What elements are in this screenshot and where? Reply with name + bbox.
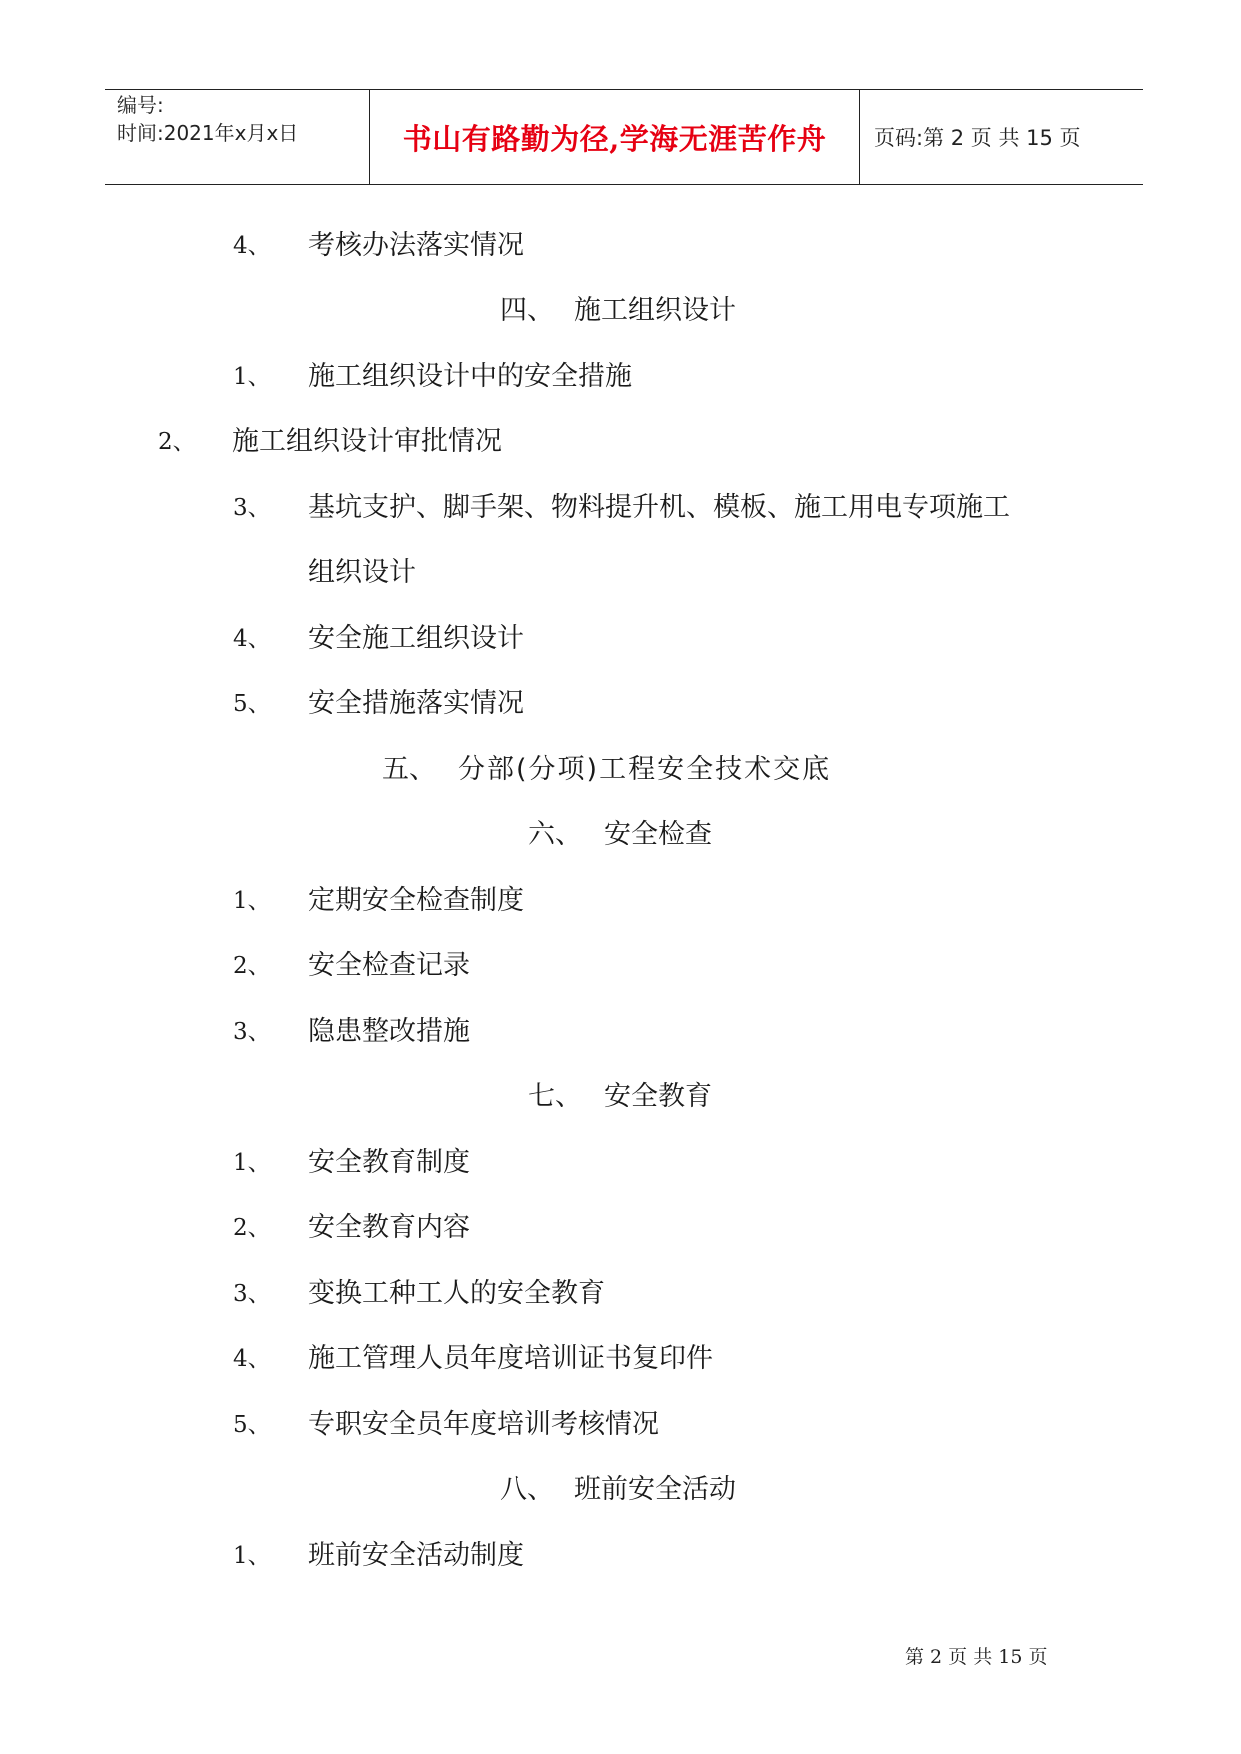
item-text: 考核办法落实情况 (308, 230, 524, 261)
page-footer: 第 2 页 共 15 页 (905, 1646, 1048, 1668)
header-page-code (860, 90, 1143, 184)
item-number: 4、 (233, 1346, 271, 1372)
heading-text: 安全教育 (604, 1081, 712, 1112)
item-number: 3、 (233, 1019, 271, 1045)
item-text: 变换工种工人的安全教育 (308, 1278, 605, 1309)
item-text: 安全教育内容 (308, 1212, 470, 1243)
item-text: 专职安全员年度培训考核情况 (308, 1409, 659, 1440)
item-number: 5、 (233, 691, 271, 717)
item-number: 5、 (233, 1412, 271, 1438)
item-text: 施工组织设计审批情况 (232, 426, 502, 457)
item-text: 班前安全活动制度 (308, 1540, 524, 1571)
item-number: 1、 (233, 888, 271, 914)
serial-label: 编号: (117, 93, 164, 117)
heading-number: 八、 (500, 1474, 554, 1505)
motto-text: 书山有路勤为径,学海无涯苦作舟 (402, 121, 827, 156)
item-number: 3、 (233, 495, 271, 521)
heading-number: 四、 (500, 295, 554, 326)
page-code-text: 页码:第 2 页 共 15 页 (874, 126, 1081, 150)
item-number: 1、 (233, 1543, 271, 1569)
item-text: 安全措施落实情况 (308, 688, 524, 719)
item-text: 基坑支护、脚手架、物料提升机、模板、施工用电专项施工 (308, 492, 1010, 523)
item-text: 组织设计 (308, 557, 416, 588)
item-text: 隐患整改措施 (308, 1016, 470, 1047)
item-number: 3、 (233, 1281, 271, 1307)
heading-text: 班前安全活动 (574, 1474, 736, 1505)
item-number: 1、 (233, 1150, 271, 1176)
header-meta (105, 90, 370, 184)
item-text: 定期安全检查制度 (308, 885, 524, 916)
page-header (105, 89, 1143, 185)
item-text: 安全教育制度 (308, 1147, 470, 1178)
header-motto-cell (370, 90, 860, 184)
item-number: 2、 (158, 429, 196, 455)
item-number: 1、 (233, 364, 271, 390)
item-number: 4、 (233, 233, 271, 259)
heading-text: 施工组织设计 (574, 295, 736, 326)
heading-number: 五、 (382, 754, 436, 785)
heading-number: 七、 (528, 1081, 582, 1112)
item-text: 施工管理人员年度培训证书复印件 (308, 1343, 713, 1374)
item-text: 施工组织设计中的安全措施 (308, 361, 632, 392)
heading-number: 六、 (528, 819, 582, 850)
item-number: 4、 (233, 626, 271, 652)
time-label: 时间:2021年x月x日 (117, 121, 299, 145)
item-number: 2、 (233, 953, 271, 979)
item-number: 2、 (233, 1215, 271, 1241)
heading-text: 安全检查 (604, 819, 712, 850)
heading-text: 分部(分项)工程安全技术交底 (458, 754, 832, 785)
item-text: 安全施工组织设计 (308, 623, 524, 654)
item-text: 安全检查记录 (308, 950, 470, 981)
